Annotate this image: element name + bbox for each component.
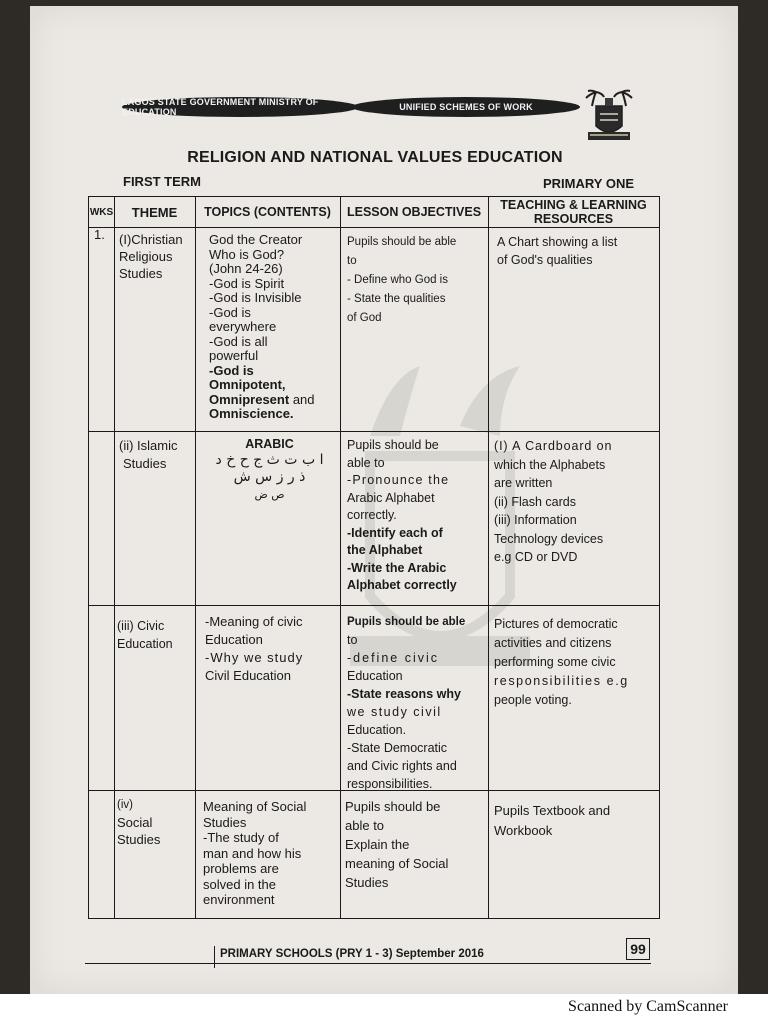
resources-islamic: (I) A Cardboard on which the Alphabets are written (ii) Flash cards (iii) Information Technology devices e.g CD or DVD xyxy=(494,439,613,564)
document-title: RELIGION AND NATIONAL VALUES EDUCATION xyxy=(187,149,563,166)
objectives-civic: Pupils should be able to -define civic Education -State reasons why we study civil Education. -State Democratic and Civic rights and responsibilities. xyxy=(347,616,466,791)
scheme-table xyxy=(88,196,660,919)
arabic-alphabet-line-3: ص ض xyxy=(254,488,285,501)
theme-christian: (I)Christian Religious Studies xyxy=(119,232,183,281)
header-theme: THEME xyxy=(131,205,178,220)
class-label: PRIMARY ONE xyxy=(543,176,635,191)
topics-social: Meaning of Social Studies -The study of man and how his problems are solved in the environment xyxy=(203,799,307,907)
resources-social: Pupils Textbook and Workbook xyxy=(494,803,611,838)
ministry-banner: LAGOS STATE GOVERNMENT MINISTRY OF EDUCATION xyxy=(122,97,358,117)
objectives-social: Pupils should be able to Explain the meaning of Social Studies xyxy=(345,799,449,890)
week-number: 1. xyxy=(94,227,105,242)
topics-islamic xyxy=(199,437,340,503)
scanned-page xyxy=(30,6,738,994)
objectives-islamic: Pupils should be able to -Pronounce the Arabic Alphabet correctly. -Identify each of the Alphabet -Write the Arabic Alphabet correctly xyxy=(347,438,457,592)
header-resources: TEACHING & LEARNING RESOURCES xyxy=(500,198,647,226)
topics-christian: God the Creator Who is God? (John 24-26) -God is Spirit -God is Invisible -God is everywhere -God is all powerful -God is Omnipotent, Omnipresent and Omniscience. xyxy=(209,232,315,421)
header-wks: WKS xyxy=(89,207,114,218)
theme-social: (iv) Social Studies xyxy=(117,799,161,847)
header-objectives: LESSON OBJECTIVES xyxy=(346,205,482,219)
scanner-watermark: Scanned by CamScanner xyxy=(568,998,728,1015)
term-label: FIRST TERM xyxy=(123,174,201,189)
schemes-banner: UNIFIED SCHEMES OF WORK xyxy=(352,97,580,117)
arabic-alphabet-line-2: ذ ر ز س ش xyxy=(233,469,306,485)
page-number: 99 xyxy=(626,938,650,960)
footer-text: PRIMARY SCHOOLS (PRY 1 - 3) September 2016 xyxy=(220,948,484,960)
theme-islamic: (ii) Islamic Studies xyxy=(119,438,178,471)
resources-christian: A Chart showing a list of God's qualities xyxy=(497,235,618,267)
topics-civic: -Meaning of civic Education -Why we study Civil Education xyxy=(205,614,304,683)
arabic-title: ARABIC xyxy=(245,437,294,451)
objectives-christian: Pupils should be able to - Define who God is - State the qualities of God xyxy=(347,236,457,324)
header-topics: TOPICS (CONTENTS) xyxy=(204,205,331,219)
footer-tick xyxy=(214,946,215,968)
arabic-alphabet-line-1: ا ب ت ث ج ح خ د xyxy=(215,452,324,468)
footer-rule xyxy=(85,963,651,964)
theme-civic: (iii) Civic Education xyxy=(117,619,173,651)
lagos-crest-icon xyxy=(582,88,636,144)
resources-civic: Pictures of democratic activities and citizens performing some civic responsibilities e.g people voting. xyxy=(494,617,629,707)
